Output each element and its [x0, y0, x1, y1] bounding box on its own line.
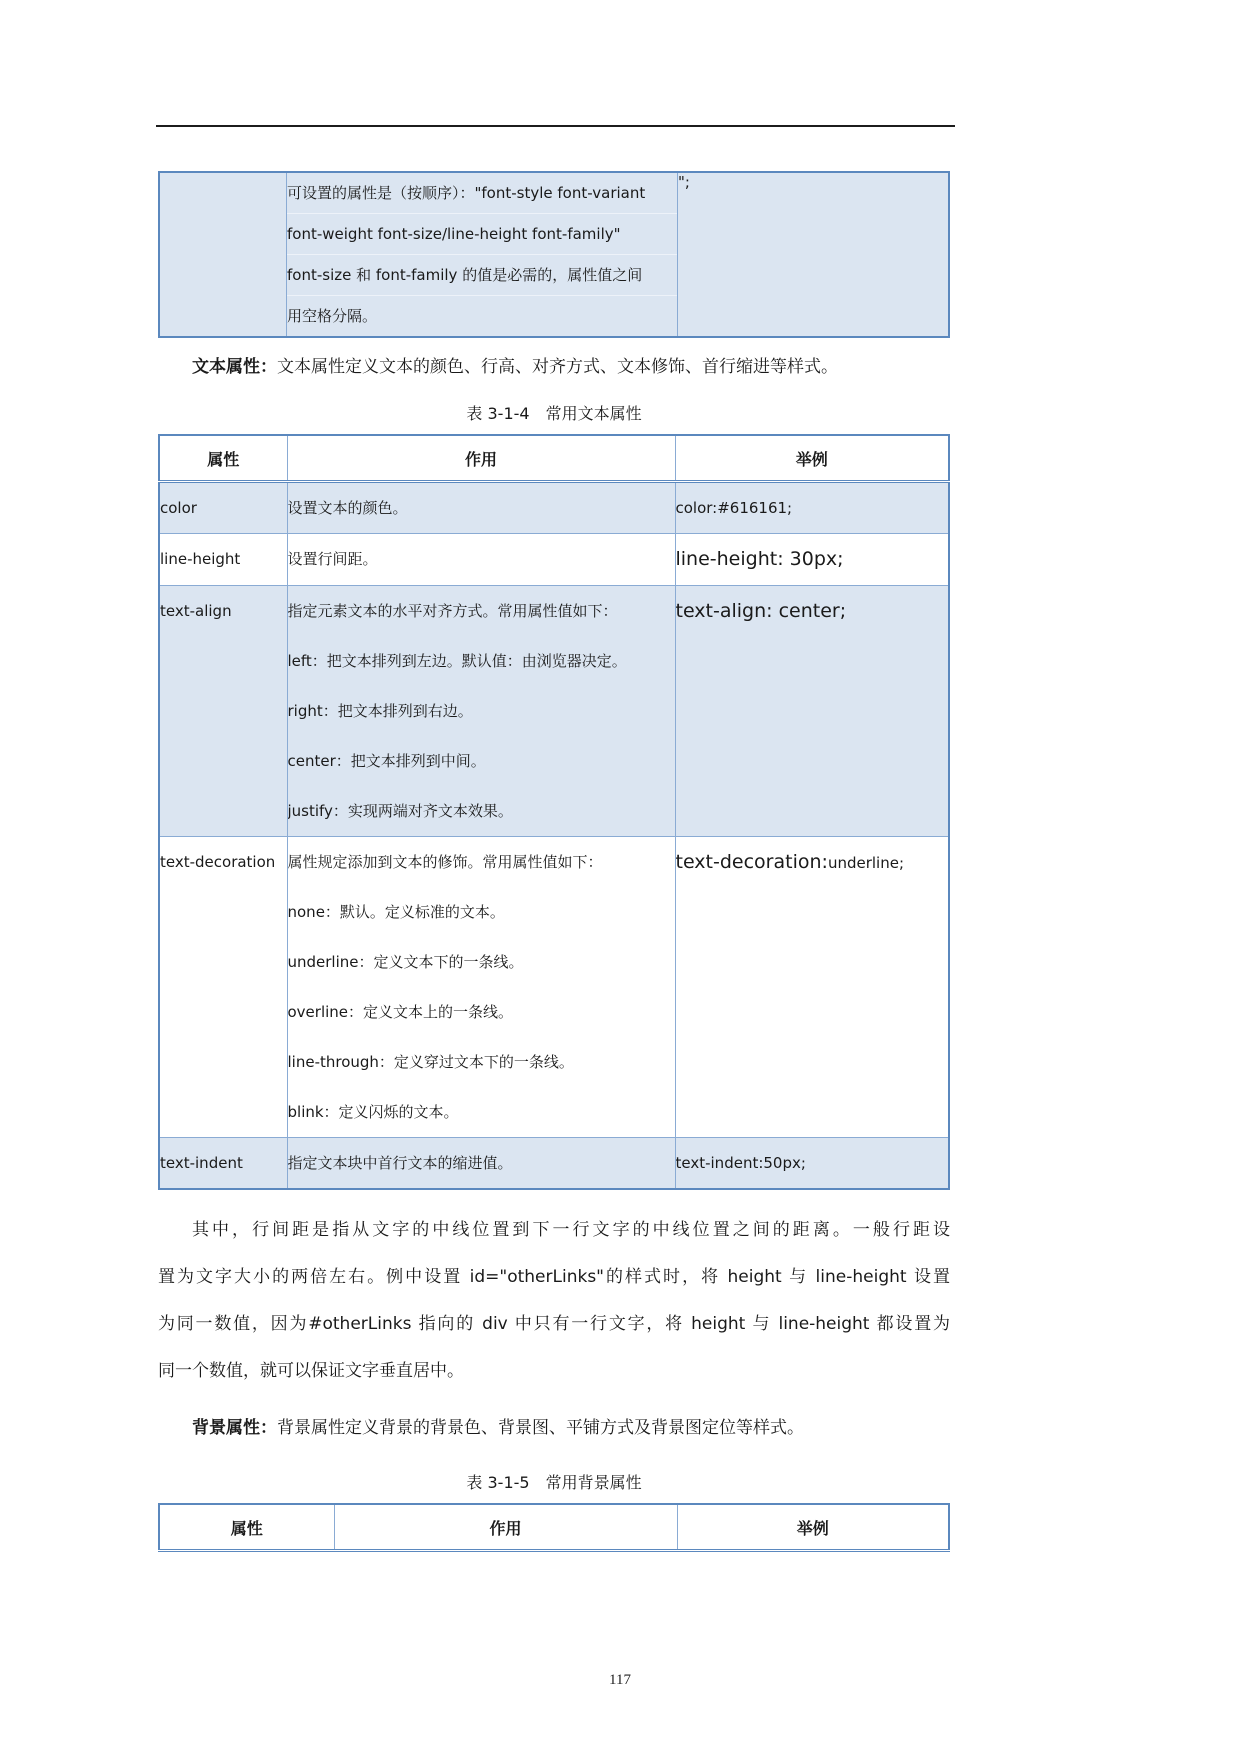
- attr-desc-line: justify：实现两端对齐文本效果。: [287, 802, 513, 820]
- table-row: [159, 482, 949, 534]
- text-properties-lead: 文本属性：: [192, 357, 277, 377]
- continued-table-desc-line: 可设置的属性是（按顺序）："font-style font-variant: [287, 184, 646, 202]
- continued-table-desc-line: font-size 和 font-family 的值是必需的，属性值之间: [287, 254, 677, 295]
- page-content: [158, 171, 950, 1552]
- header-example: 举例: [675, 435, 949, 482]
- attr-name-cell: color: [159, 482, 287, 534]
- attr-desc-line: left：把文本排列到左边。默认值：由浏览器决定。: [287, 652, 627, 670]
- line-spacing-paragraph-line: 为同一数值，因为#otherLinks 指向的 div 中只有一行文字，将 height 与 line-height 都设置为: [158, 1314, 950, 1334]
- background-props-table-head: [159, 1504, 949, 1551]
- attr-desc-line: line-through：定义穿过文本下的一条线。: [287, 1053, 574, 1071]
- table-row: [159, 172, 949, 337]
- text-props-table-head: [159, 435, 949, 482]
- attr-name-cell: text-decoration: [159, 837, 287, 1138]
- continued-table-desc-line: font-weight font-size/line-height font-family": [287, 213, 677, 254]
- table-header-row: [159, 1504, 949, 1551]
- line-spacing-paragraph-line: 同一个数值，就可以保证文字垂直居中。: [158, 1361, 464, 1381]
- attr-example-cell: [675, 1138, 949, 1190]
- example-text-large: text-align: center;: [675, 600, 847, 622]
- header-attr: 属性: [159, 1504, 334, 1551]
- background-properties-body: 背景属性定义背景的背景色、背景图、平铺方式及背景图定位等样式。: [277, 1418, 804, 1438]
- continued-table-desc-cell: [287, 172, 678, 337]
- attr-desc-line: none：默认。定义标准的文本。: [287, 903, 505, 921]
- text-properties-paragraph: [158, 353, 950, 381]
- attr-desc-line: blink：定义闪烁的文本。: [287, 1103, 459, 1121]
- text-props-table-body: [159, 482, 949, 1190]
- header-role: 作用: [334, 1504, 677, 1551]
- header-example: 举例: [677, 1504, 949, 1551]
- background-properties-paragraph: [158, 1405, 950, 1452]
- example-text-large: line-height: 30px;: [675, 548, 844, 570]
- table-3-1-4-caption: 表 3-1-4 常用文本属性: [466, 404, 642, 423]
- header-attr: 属性: [159, 435, 287, 482]
- attr-desc-cell: [287, 586, 675, 837]
- continued-table-attr-cell: [159, 172, 287, 337]
- continued-font-table: [158, 171, 950, 338]
- attr-desc-line: overline：定义文本上的一条线。: [287, 1003, 514, 1021]
- line-spacing-paragraph-line: 其中，行间距是指从文字的中线位置到下一行文字的中线位置之间的距离。一般行距设: [192, 1220, 950, 1240]
- line-spacing-paragraph-line: 置为文字大小的两倍左右。例中设置 id="otherLinks"的样式时，将 height 与 line-height 设置: [158, 1267, 950, 1287]
- example-text-small: color:#616161;: [675, 499, 793, 517]
- attr-desc-line: underline：定义文本下的一条线。: [287, 953, 524, 971]
- header-role: 作用: [287, 435, 675, 482]
- attr-desc-line: 设置文本的颜色。: [287, 499, 408, 517]
- background-properties-lead: 背景属性：: [192, 1418, 277, 1438]
- example-text-small: text-indent:50px;: [675, 1154, 806, 1172]
- table-3-1-5-caption: 表 3-1-5 常用背景属性: [466, 1473, 642, 1492]
- attr-example-cell: [675, 534, 949, 586]
- attr-example-cell: [675, 482, 949, 534]
- continued-table-desc-line: 用空格分隔。: [287, 295, 677, 336]
- text-props-table: [158, 434, 950, 1190]
- line-spacing-paragraph: [158, 1207, 950, 1395]
- background-props-table: [158, 1503, 950, 1552]
- text-properties-body: 文本属性定义文本的颜色、行高、对齐方式、文本修饰、首行缩进等样式。: [277, 357, 838, 377]
- table-row: [159, 1138, 949, 1190]
- attr-desc-cell: [287, 837, 675, 1138]
- table-row: [159, 586, 949, 837]
- attr-desc-line: 设置行间距。: [287, 550, 378, 568]
- table-row: [159, 837, 949, 1138]
- attr-desc-line: 指定文本块中首行文本的缩进值。: [287, 1154, 513, 1172]
- attr-example-cell: [675, 837, 949, 1138]
- attr-name-cell: text-indent: [159, 1138, 287, 1190]
- attr-example-cell: [675, 586, 949, 837]
- attr-desc-cell: [287, 1138, 675, 1190]
- page-number: 117: [609, 1672, 631, 1688]
- example-text-small: underline;: [827, 854, 904, 872]
- attr-desc-cell: [287, 482, 675, 534]
- table-row: [159, 534, 949, 586]
- attr-desc-line: 属性规定添加到文本的修饰。常用属性值如下：: [287, 853, 603, 871]
- attr-desc-cell: [287, 534, 675, 586]
- attr-name-cell: text-align: [159, 586, 287, 837]
- attr-name-cell: line-height: [159, 534, 287, 586]
- attr-desc-line: right：把文本排列到右边。: [287, 702, 473, 720]
- page-header-rule: [156, 125, 955, 127]
- continued-table-example-cell: ";: [678, 172, 950, 337]
- example-text-large: text-decoration:: [675, 851, 828, 873]
- attr-desc-line: 指定元素文本的水平对齐方式。常用属性值如下：: [287, 602, 618, 620]
- attr-desc-line: center：把文本排列到中间。: [287, 752, 486, 770]
- table-header-row: [159, 435, 949, 482]
